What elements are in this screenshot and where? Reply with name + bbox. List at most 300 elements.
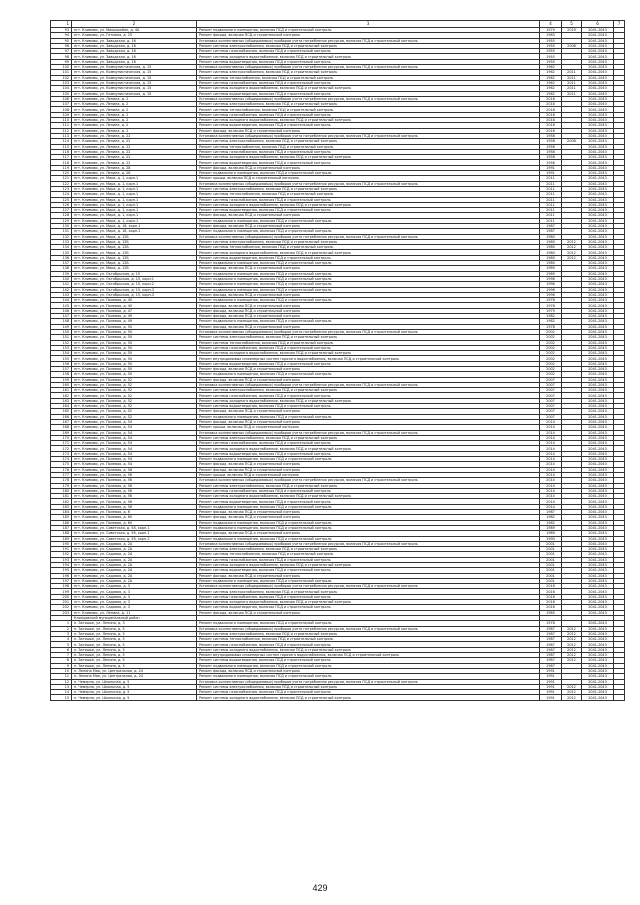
work-type-cell: Ремонт системы электроснабжения, включая ПСД и строительный контроль [197, 388, 540, 393]
year-renovated-cell: 2008 [562, 43, 582, 48]
work-type-cell: Ремонт подвального помещения, включая ПСД и строительный контроль [197, 457, 540, 462]
year-built-cell: 2014 [540, 467, 562, 472]
period-cell: 2041-2043 [582, 695, 614, 700]
period-cell: 2041-2043 [582, 308, 614, 313]
address-cell: пгт. Климово, ул. Полевая, д. 60 [72, 520, 197, 525]
period-cell: 2041-2043 [582, 451, 614, 456]
address-cell: пгт. Климово, ул. Полевая, д. 50 [72, 356, 197, 361]
work-type-cell: Ремонт подвального помещения, включая ПСД и строительный контроль [197, 520, 540, 525]
address-cell: пгт. Климово, ул. Мира, д. 1, корп.1 [72, 186, 197, 191]
document-sheet [50, 20, 621, 701]
address-cell: пгт. Климово, ул. Коммунистическая, д. 15 [72, 86, 197, 91]
work-type-cell: Ремонт системы газоснабжения, включая ПСД и строительный контроль [197, 197, 540, 202]
year-renovated-cell: 2011 [562, 86, 582, 91]
address-cell: пгт. Климово, ул. Ленина, д. 2 [72, 102, 197, 107]
address-cell: пгт. Климово, ул. Ленина, д. 2 [72, 107, 197, 112]
year-built-cell: 2014 [540, 472, 562, 477]
period-cell: 2041-2043 [582, 361, 614, 366]
year-built-cell: 2002 [540, 367, 562, 372]
row-number: 15 [51, 695, 72, 700]
address-cell: пгт. Климово, ул. Полевая, д. 50 [72, 335, 197, 340]
address-cell: пгт. Климово, ул. Ленина, д. 2 [72, 118, 197, 123]
row-number: 95 [51, 38, 72, 43]
year-built-cell: 1991 [540, 679, 562, 684]
work-type-cell: Ремонт фасада, включая ПСД и строительный контроль [197, 610, 540, 615]
period-cell: 2041-2043 [582, 377, 614, 382]
address-cell: пгт. Климово, ул. Ленина, д. 2 [72, 112, 197, 117]
row-number: 159 [51, 377, 72, 382]
row-number: 136 [51, 255, 72, 260]
row-number: 101 [51, 70, 72, 75]
table-header-row [51, 21, 625, 28]
work-type-cell: Ремонт системы электроснабжения, включая ПСД и строительный контроль [197, 335, 540, 340]
year-renovated-cell: 2012 [562, 690, 582, 695]
work-type-cell: Ремонт системы водоотведения, включая ПСД и строительный контроль [197, 451, 540, 456]
table-body [51, 28, 625, 701]
address-cell: п. Затишье, ул. Ленина, д. 3 [72, 621, 197, 626]
row-number: 115 [51, 144, 72, 149]
period-cell: 2041-2043 [582, 319, 614, 324]
address-cell: пгт. Климово, ул. Садовая, д. 2А [72, 562, 197, 567]
year-renovated-cell: 2011 [562, 70, 582, 75]
period-cell: 2041-2043 [582, 631, 614, 636]
address-cell: пгт. Климово, ул. Садовая, д. 2А [72, 541, 197, 546]
address-cell: пгт. Климово, ул. Мира, д. 12Б [72, 239, 197, 244]
year-renovated-cell: 2012 [562, 250, 582, 255]
address-cell: пгт. Климово, ул. Коммунистическая, д. 15 [72, 91, 197, 96]
address-cell: пгт. Климово, ул. Полевая, д. 56 [72, 494, 197, 499]
period-cell: 2041-2043 [582, 70, 614, 75]
address-cell: п. Затишье, ул. Ленина, д. 5 [72, 658, 197, 663]
address-cell: пгт. Климово, ул. Заводская, д. 16 [72, 43, 197, 48]
work-type-cell: Ремонт системы газоснабжения, включая ПСД и строительный контроль [197, 49, 540, 54]
year-renovated-cell: 2012 [562, 658, 582, 663]
period-cell: 2041-2043 [582, 663, 614, 668]
year-built-cell: 2014 [540, 451, 562, 456]
work-type-cell: Ремонт фасада, включая ПСД и строительный контроль [197, 668, 540, 673]
year-renovated-cell: 2012 [562, 239, 582, 244]
year-built-cell: 1958 [540, 155, 562, 160]
address-cell: п. Затишье, ул. Ленина, д. 5 [72, 626, 197, 631]
work-type-cell: Ремонт системы газоснабжения, включая ПСД и строительный контроль [197, 393, 540, 398]
row-number: 132 [51, 234, 72, 239]
address-cell: пгт. Климово, ул. Полевая, д. 49 [72, 314, 197, 319]
period-cell: 2041-2043 [582, 504, 614, 509]
period-cell: 2041-2043 [582, 329, 614, 334]
period-cell: 2041-2043 [582, 398, 614, 403]
work-type-cell: Ремонт системы водоотведения, включая ПСД и строительный контроль [197, 499, 540, 504]
work-type-cell: Ремонт системы водоотведения, включая ПСД и строительный контроль [197, 123, 540, 128]
address-cell: пгт. Климово, ул. Полевая, д. 52 [72, 409, 197, 414]
row-number: 199 [51, 589, 72, 594]
address-cell: пгт. Климово, ул. Ленина, д. 2 [72, 123, 197, 128]
address-cell: пгт. Климово, ул. Садовая, д. 3 [72, 584, 197, 589]
work-type-cell: Ремонт подвального помещения, включая ПСД и строительный контроль [197, 525, 540, 530]
work-type-cell: Ремонт фасада, включая ПСД и строительный контроль [197, 510, 540, 515]
work-type-cell: Ремонт системы холодного водоснабжения, включая ПСД и строительный контроль [197, 600, 540, 605]
work-type-cell: Ремонт фасада, включая ПСД и строительный контроль [197, 33, 540, 38]
row-number: 1 [51, 621, 72, 626]
year-built-cell: 1962 [540, 75, 562, 80]
work-type-cell: Ремонт внутридомовых инженерных систем горячего водоснабжения, включая ПСД и строительный контроль [197, 356, 540, 361]
address-cell: пгт. Климово, ул. Полевая, д. 50 [72, 372, 197, 377]
year-built-cell: 2001 [540, 541, 562, 546]
period-cell: 2041-2043 [582, 414, 614, 419]
row-number: 156 [51, 361, 72, 366]
address-cell: пгт. Климово, ул. Ленина, д. 22 [72, 139, 197, 144]
column-header-1: 1 [51, 21, 72, 28]
row-number: 131 [51, 229, 72, 234]
repair-program-table [50, 20, 625, 701]
address-cell: пгт. Климово, ул. Полевая, д. 54 [72, 425, 197, 430]
address-cell: пгт. Климово, ул. Мира, д. 12Б [72, 250, 197, 255]
work-type-cell: Ремонт фасада, включая ПСД и строительный контроль [197, 266, 540, 271]
row-number: 108 [51, 107, 72, 112]
row-number: 106 [51, 96, 72, 101]
work-type-cell: Установка коллективных (общедомовых) приборов учета потребления ресурсов, включая ПСД и строительный контроль [197, 234, 540, 239]
row-number: 198 [51, 584, 72, 589]
work-type-cell: Установка коллективных (общедомовых) приборов учета потребления ресурсов, включая ПСД и строительный контроль [197, 38, 540, 43]
year-built-cell: 2014 [540, 419, 562, 424]
year-built-cell: 1980 [540, 255, 562, 260]
row-number: 142 [51, 287, 72, 292]
row-number: 191 [51, 547, 72, 552]
year-built-cell: 2016 [540, 589, 562, 594]
row-number: 192 [51, 552, 72, 557]
period-cell: 2041-2043 [582, 160, 614, 165]
column-header-2: 2 [72, 21, 197, 28]
year-built-cell: 1980 [540, 239, 562, 244]
year-built-cell: 2011 [540, 176, 562, 181]
address-cell: пгт. Климово, ул. Полевая, д. 47 [72, 308, 197, 313]
address-cell: пгт. Климово, ул. Ленина, д. 11 [72, 610, 197, 615]
address-cell: пгт. Климово, ул. Полевая, д. 54 [72, 430, 197, 435]
year-renovated-cell: 2012 [562, 647, 582, 652]
year-built-cell: 1987 [540, 223, 562, 228]
row-number: 165 [51, 409, 72, 414]
period-cell: 2041-2043 [582, 128, 614, 133]
year-built-cell: 2014 [540, 504, 562, 509]
address-cell: пгт. Климово, ул. Мира, д. 12Б [72, 255, 197, 260]
address-cell: пгт. Климово, ул. Мира, д. 12Б [72, 245, 197, 250]
period-cell: 2041-2043 [582, 494, 614, 499]
work-type-cell: Ремонт подвального помещения, включая ПСД и строительный контроль [197, 372, 540, 377]
period-cell: 2041-2043 [582, 118, 614, 123]
work-type-cell: Ремонт системы холодного водоснабжения, включая ПСД и строительный контроль [197, 202, 540, 207]
period-cell: 2041-2043 [582, 133, 614, 138]
year-built-cell: 2007 [540, 398, 562, 403]
year-built-cell: 1982 [540, 520, 562, 525]
work-type-cell: Ремонт внутридомовых инженерных систем горячего водоснабжения, включая ПСД и строительный контроль [197, 653, 540, 658]
period-cell: 2041-2043 [582, 446, 614, 451]
year-built-cell: 2002 [540, 372, 562, 377]
period-cell: 2041-2043 [582, 483, 614, 488]
address-cell: пгт. Климово, ул. Полевая, д. 52 [72, 377, 197, 382]
address-cell: п. Затишье, ул. Ленина, д. 5 [72, 642, 197, 647]
row-number: 110 [51, 118, 72, 123]
row-number: 113 [51, 133, 72, 138]
year-built-cell: 1962 [540, 70, 562, 75]
address-cell: пгт. Климово, ул. Мира, д. 1, корп.1 [72, 192, 197, 197]
year-built-cell: 1990 [540, 536, 562, 541]
work-type-cell: Ремонт системы электроснабжения, включая ПСД и строительный контроль [197, 483, 540, 488]
period-cell: 2041-2043 [582, 605, 614, 610]
work-type-cell: Ремонт системы теплоснабжения, включая ПСД и строительный контроль [197, 107, 540, 112]
year-built-cell: 2011 [540, 208, 562, 213]
work-type-cell: Установка коллективных (общедомовых) приборов учета потребления ресурсов, включая ПСД и строительный контроль [197, 478, 540, 483]
year-built-cell: 1982 [540, 319, 562, 324]
period-cell: 2041-2043 [582, 123, 614, 128]
address-cell: пгт. Климово, ул. Полевая, д. 40 [72, 298, 197, 303]
period-cell: 2041-2043 [582, 155, 614, 160]
period-cell: 2041-2043 [582, 234, 614, 239]
year-built-cell: 2014 [540, 457, 562, 462]
work-type-cell: Ремонт фасада, включая ПСД и строительный контроль [197, 303, 540, 308]
year-renovated-cell: 2012 [562, 637, 582, 642]
year-built-cell: 2016 [540, 605, 562, 610]
work-type-cell: Ремонт системы газоснабжения, включая ПСД и строительный контроль [197, 80, 540, 85]
year-built-cell: 2014 [540, 483, 562, 488]
address-cell: пгт. Климово, ул. Октябрьская, д. 15 [72, 271, 197, 276]
column-header-7: 7 [614, 21, 625, 28]
address-cell: пгт. Климово, ул. Полевая, д. 56 [72, 488, 197, 493]
address-cell: пгт. Климово, ул. Полевая, д. 50 [72, 345, 197, 350]
work-type-cell: Ремонт системы газоснабжения, включая ПСД и строительный контроль [197, 642, 540, 647]
period-cell: 2041-2043 [582, 255, 614, 260]
period-cell: 2041-2043 [582, 610, 614, 615]
work-type-cell: Установка коллективных (общедомовых) приборов учета потребления ресурсов, включая ПСД и строительный контроль [197, 382, 540, 387]
year-built-cell: 2014 [540, 435, 562, 440]
address-cell: пгт. Климово, ул. Коммунистическая, д. 15 [72, 70, 197, 75]
row-number: 100 [51, 65, 72, 70]
work-type-cell: Установка коллективных (общедомовых) приборов учета потребления ресурсов, включая ПСД и строительный контроль [197, 65, 540, 70]
row-number: 177 [51, 472, 72, 477]
work-type-cell: Ремонт системы газоснабжения, включая ПСД и строительный контроль [197, 149, 540, 154]
year-built-cell: 2011 [540, 186, 562, 191]
address-cell: пгт. Климово, ул. Полевая, д. 54 [72, 435, 197, 440]
period-cell: 2041-2043 [582, 515, 614, 520]
period-cell: 2041-2043 [582, 658, 614, 663]
row-number: 184 [51, 510, 72, 515]
address-cell: п. Затишье, ул. Ленина, д. 5 [72, 631, 197, 636]
year-built-cell: 1980 [540, 250, 562, 255]
period-cell: 2041-2043 [582, 324, 614, 329]
year-built-cell: 2011 [540, 197, 562, 202]
period-cell: 2041-2043 [582, 584, 614, 589]
row-number: 161 [51, 388, 72, 393]
work-type-cell: Ремонт фасада, включая ПСД и строительный контроль [197, 409, 540, 414]
address-cell: пгт. Климово, ул. Мира, д. 16, корп.1 [72, 223, 197, 228]
work-type-cell: Ремонт системы теплоснабжения, включая ПСД и строительный контроль [197, 245, 540, 250]
year-renovated-cell: 2011 [562, 91, 582, 96]
period-cell: 2041-2043 [582, 637, 614, 642]
address-cell: пгт. Климово, ул. Заводская, д. 16 [72, 54, 197, 59]
period-cell: 2041-2043 [582, 271, 614, 276]
work-type-cell: Ремонт системы электроснабжения, включая ПСД и строительный контроль [197, 139, 540, 144]
work-type-cell: Ремонт фасада, включая ПСД и строительный контроль [197, 324, 540, 329]
period-cell: 2041-2043 [582, 102, 614, 107]
work-type-cell: Ремонт системы холодного водоснабжения, включая ПСД и строительный контроль [197, 250, 540, 255]
address-cell: пгт. Климово, ул. Садовая, д. 3 [72, 600, 197, 605]
row-number: 121 [51, 176, 72, 181]
row-number: 124 [51, 192, 72, 197]
row-number: 13 [51, 684, 72, 689]
year-built-cell: 2014 [540, 494, 562, 499]
year-built-cell: 1991 [540, 674, 562, 679]
address-cell: пгт. Климово, ул. Ленина, д. 22 [72, 160, 197, 165]
year-built-cell: 2007 [540, 409, 562, 414]
work-type-cell: Ремонт фасада, включая ПСД и строительный контроль [197, 377, 540, 382]
address-cell: пгт. Климово, ул. Полевая, д. 52 [72, 382, 197, 387]
year-built-cell: 2014 [540, 441, 562, 446]
work-type-cell: Ремонт подвального помещения, включая ПСД и строительный контроль [197, 536, 540, 541]
address-cell: пгт. Климово, ул. Полевая, д. 52 [72, 393, 197, 398]
row-number: 193 [51, 557, 72, 562]
address-cell: пгт. Климово, ул. Полевая, д. 52 [72, 398, 197, 403]
address-cell: Клинцовский муниципальный район [72, 615, 197, 620]
work-type-cell: Ремонт крыши, включая ПСД и строительный контроль [197, 472, 540, 477]
year-renovated-cell: 2012 [562, 631, 582, 636]
year-built-cell: 1989 [540, 525, 562, 530]
period-cell: 2041-2043 [582, 75, 614, 80]
period-cell: 2041-2043 [582, 488, 614, 493]
row-number: 162 [51, 393, 72, 398]
year-renovated-cell: 2012 [562, 695, 582, 700]
row-number: 144 [51, 298, 72, 303]
work-type-cell: Ремонт системы водоотведения, включая ПСД и строительный контроль [197, 404, 540, 409]
period-cell: 2041-2043 [582, 668, 614, 673]
work-type-cell: Ремонт системы водоотведения, включая ПСД и строительный контроль [197, 59, 540, 64]
work-type-cell: Ремонт подвального помещения, включая ПСД и строительный контроль [197, 271, 540, 276]
row-number: 175 [51, 462, 72, 467]
address-cell: пгт. Климово, ул. Полевая, д. 56 [72, 478, 197, 483]
address-cell: пгт. Климово, ул. Полевая, д. 52 [72, 414, 197, 419]
address-cell: п. Ленина Мая, ул. Центральная, д. 24 [72, 668, 197, 673]
address-cell: пгт. Климово, ул. Советская, д. 58, корп.1 [72, 525, 197, 530]
work-type-cell: Ремонт подвального помещения, включая ПСД и строительный контроль [197, 261, 540, 266]
year-built-cell: 1962 [540, 91, 562, 96]
row-number: 3 [51, 631, 72, 636]
row-number: 122 [51, 181, 72, 186]
year-built-cell: 2014 [540, 425, 562, 430]
address-cell: п. Чемерна, ул. Школьная, д. 5 [72, 684, 197, 689]
work-type-cell: Ремонт подвального помещения, включая ПСД и строительный контроль [197, 663, 540, 668]
address-cell: пгт. Климово, ул. Садовая, д. 3 [72, 605, 197, 610]
work-type-cell: Ремонт системы холодного водоснабжения, включая ПСД и строительный контроль [197, 86, 540, 91]
work-type-cell: Ремонт системы холодного водоснабжения, включая ПСД и строительный контроль [197, 351, 540, 356]
address-cell: пгт. Климово, ул. Ленина, д. 22 [72, 149, 197, 154]
period-cell: 2041-2043 [582, 457, 614, 462]
work-type-cell: Ремонт системы водоотведения, включая ПСД и строительный контроль [197, 568, 540, 573]
year-built-cell: 2001 [540, 568, 562, 573]
address-cell: пгт. Климово, ул. Мира, д. 1, корп.1 [72, 202, 197, 207]
year-built-cell: 2018 [540, 96, 562, 101]
period-cell: 2041-2043 [582, 298, 614, 303]
row-number: 138 [51, 266, 72, 271]
period-cell: 2041-2043 [582, 419, 614, 424]
period-cell: 2041-2043 [582, 462, 614, 467]
year-built-cell: 1991 [540, 695, 562, 700]
work-type-cell: Ремонт системы водоотведения, включая ПСД и строительный контроль [197, 658, 540, 663]
year-built-cell: 1955 [540, 59, 562, 64]
row-number: 5 [51, 642, 72, 647]
address-cell: пгт. Климово, ул. Полевая, д. 6 [72, 510, 197, 515]
row-number: 181 [51, 494, 72, 499]
period-cell: 2041-2043 [582, 520, 614, 525]
period-cell: 2041-2043 [582, 557, 614, 562]
period-cell: 2041-2043 [582, 478, 614, 483]
work-type-cell: Ремонт фасада, включая ПСД и строительный контроль [197, 367, 540, 372]
period-cell: 2041-2043 [582, 28, 614, 33]
year-built-cell: 2002 [540, 335, 562, 340]
year-built-cell: 2018 [540, 112, 562, 117]
address-cell: пгт. Климово, ул. Октябрьская, д. 15, корп.2 [72, 282, 197, 287]
period-cell: 2041-2043 [582, 80, 614, 85]
row-number: 120 [51, 171, 72, 176]
row-number: 180 [51, 488, 72, 493]
row-number: 145 [51, 303, 72, 308]
year-built-cell: 1987 [540, 229, 562, 234]
address-cell: пгт. Климово, ул. Ленина, д. 22 [72, 155, 197, 160]
column-header-3: 3 [197, 21, 540, 28]
period-cell: 2041-2043 [582, 441, 614, 446]
row-number: 194 [51, 562, 72, 567]
year-built-cell: 2007 [540, 393, 562, 398]
row-number: 166 [51, 414, 72, 419]
period-cell: 2041-2043 [582, 43, 614, 48]
period-cell: 2041-2043 [582, 86, 614, 91]
year-built-cell: 1979 [540, 308, 562, 313]
period-cell: 2041-2043 [582, 112, 614, 117]
period-cell: 2041-2043 [582, 176, 614, 181]
table-row [51, 695, 625, 700]
year-built-cell: 2007 [540, 404, 562, 409]
address-cell: пгт. Климово, ул. Мира, д. 1, корп.1 [72, 218, 197, 223]
address-cell: пгт. Климово, ул. Полевая, д. 50 [72, 329, 197, 334]
row-number: 197 [51, 578, 72, 583]
address-cell: пгт. Климово, ул. Мира, д. 1, корп.1 [72, 197, 197, 202]
row-number: 182 [51, 499, 72, 504]
work-type-cell: Ремонт подвального помещения, включая ПСД и строительный контроль [197, 171, 540, 176]
year-built-cell: 2016 [540, 584, 562, 589]
work-type-cell: Ремонт системы газоснабжения, включая ПСД и строительный контроль [197, 690, 540, 695]
period-cell: 2041-2043 [582, 181, 614, 186]
year-built-cell: 1958 [540, 149, 562, 154]
work-type-cell: Ремонт системы газоснабжения, включая ПСД и строительный контроль [197, 488, 540, 493]
year-built-cell: 1991 [540, 684, 562, 689]
period-cell: 2041-2043 [582, 91, 614, 96]
address-cell: пгт. Климово, ул. Полевая, д. 54 [72, 462, 197, 467]
year-renovated-cell: 2011 [562, 80, 582, 85]
work-type-cell: Ремонт фасада, включая ПСД и строительный контроль [197, 573, 540, 578]
year-built-cell: 2001 [540, 552, 562, 557]
year-built-cell: 2011 [540, 181, 562, 186]
work-type-cell: Ремонт системы теплоснабжения, включая ПСД и строительный контроль [197, 552, 540, 557]
work-type-cell: Ремонт системы водоотведения, включая ПСД и строительный контроль [197, 160, 540, 165]
address-cell: п. Чемерна, ул. Школьная, д. 5 [72, 695, 197, 700]
period-cell: 2041-2043 [582, 472, 614, 477]
row-number: 117 [51, 155, 72, 160]
year-built-cell: 1962 [540, 65, 562, 70]
row-number: 107 [51, 102, 72, 107]
work-type-cell: Ремонт фасада, включая ПСД и строительный контроль [197, 419, 540, 424]
work-type-cell: Ремонт системы газоснабжения, включая ПСД и строительный контроль [197, 112, 540, 117]
address-cell: пгт. Климово, ул. Полевая, д. 40 [72, 303, 197, 308]
address-cell: пгт. Климово, ул. Полевая, д. 60 [72, 515, 197, 520]
address-cell: пгт. Климово, ул. Полевая, д. 49 [72, 319, 197, 324]
period-cell: 2041-2043 [582, 229, 614, 234]
year-renovated-cell: 2012 [562, 684, 582, 689]
